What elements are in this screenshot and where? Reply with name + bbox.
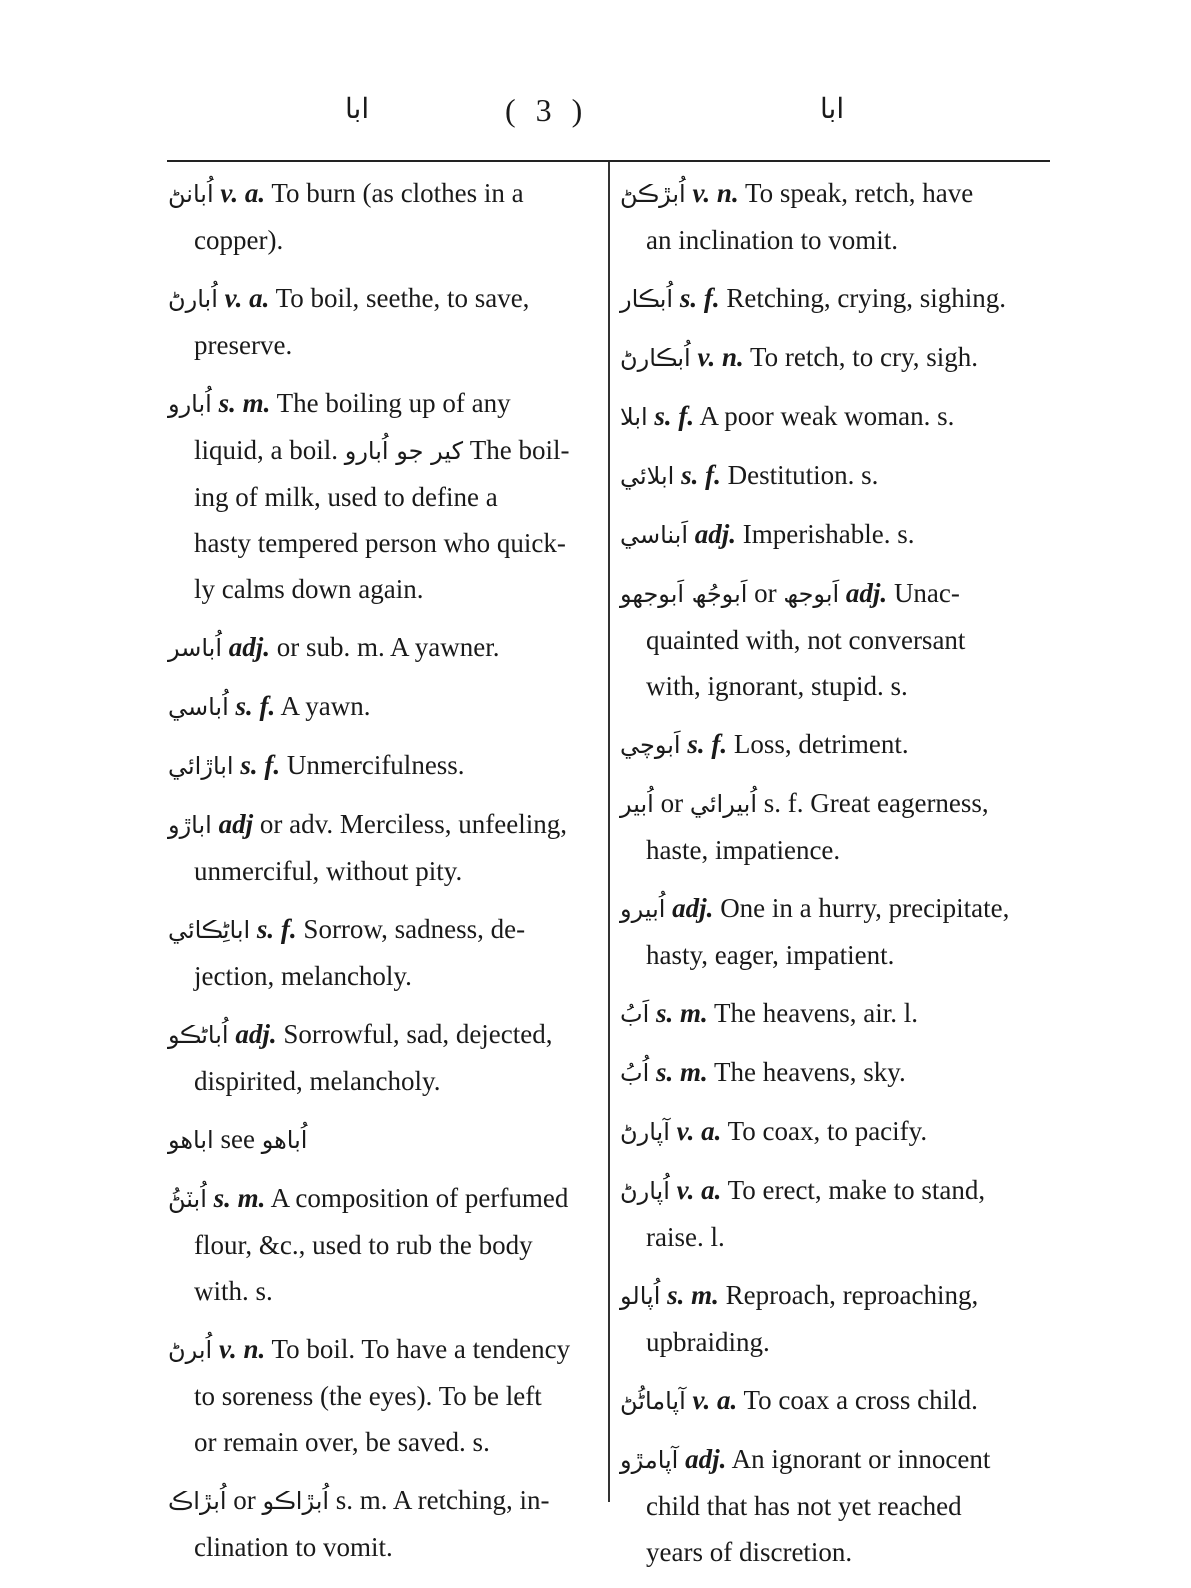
dictionary-entry [620,452,1060,499]
entry-definition: s. f. Great eagerness, [763,788,989,818]
entry-definition-cont: dispirited, melancholy. [194,1066,441,1096]
entry-pos: s. f. [687,729,728,759]
entry-headword: اُباسر [168,634,223,662]
dictionary-entry [168,1477,600,1570]
entry-headword: اُبڪار [620,285,674,313]
entry-headword: اُبارو [168,390,212,418]
dictionary-entry [620,334,1060,381]
dictionary-entry [168,275,600,368]
entry-definition: Sorrow, sadness, de- [303,914,526,944]
entry-pos: adj [218,809,254,839]
entry-headword: اُبُ [620,1059,650,1087]
page-header [165,92,1026,136]
entry-headword-variant: اُبڙاڪو [262,1487,330,1515]
entry-headword-variant: اَبوجُھ اَبوجھو [620,580,748,608]
entry-pos: v. a. [220,178,266,208]
entry-headword: اُبارڻ [168,285,218,313]
entry-definition: Unac- [893,578,960,608]
entry-definition: To speak, retch, have [744,178,974,208]
entry-headword: اُبيرو [620,895,666,923]
dictionary-entry [620,1436,1060,1575]
entry-definition-cont: unmerciful, without pity. [194,856,463,886]
entry-definition-cont: an inclination to vomit. [646,225,898,255]
entry-pos: v. n. [218,1334,266,1364]
dictionary-entry [620,1167,1060,1260]
dictionary-entry [620,511,1060,558]
entry-headword: آپامڙو [620,1446,679,1474]
entry-headword: اُباسي [168,693,229,721]
entry-pos: s. f. [654,401,695,431]
entry-text: liquid, a boil. [194,435,338,465]
page-number: ( 3 ) [505,92,589,128]
entry-definition: Retching, crying, sighing. [726,283,1007,313]
entry-headword: اُپارڻ [620,1177,670,1205]
entry-definition-cont: flour, &c., used to rub the body [194,1230,533,1260]
entry-pos: s. f. [679,283,720,313]
dictionary-entry [168,624,600,671]
dictionary-entry [168,170,600,263]
entry-cross-reference: اُباھو [261,1126,308,1154]
entry-pos: s. m. [667,1280,719,1310]
entry-or: or [660,788,684,818]
entry-definition-cont: ing of milk, used to define a [194,482,498,512]
entry-definition-cont: jection, melancholy. [194,961,412,991]
entry-pos: adj. [694,519,737,549]
entry-pos: v. n. [692,178,739,208]
entry-definition: A poor weak woman. s. [699,401,955,431]
entry-pos: s. f. [235,691,276,721]
entry-definition: The heavens, air. l. [714,998,918,1028]
entry-definition-cont [168,427,600,474]
entry-headword: اُبرڻ [168,1336,213,1364]
dictionary-entry [620,1049,1060,1096]
entry-pos: v. a. [676,1116,722,1146]
entry-definition-cont: preserve. [194,330,293,360]
dictionary-entry [168,683,600,730]
entry-definition: s. m. A retching, in- [335,1485,550,1515]
left-column [168,170,600,1582]
entry-definition: Unmercifulness. [286,750,465,780]
dictionary-entry [168,906,600,999]
dictionary-entry [620,721,1060,768]
entry-headword: اَبوجھ [783,580,840,608]
entry-definition: A yawn. [280,691,371,721]
entry-or: or [233,1485,256,1515]
entry-pos: v. a. [676,1175,722,1205]
entry-headword: اُبڙڪڻ [620,180,686,208]
entry-definition: or sub. m. A yawner. [276,632,500,662]
header-right-word: ابا [820,94,845,125]
dictionary-entry [620,1272,1060,1365]
entry-definition: To burn (as clothes in a [271,178,524,208]
entry-definition: The heavens, sky. [714,1057,906,1087]
entry-definition-cont: ly calms down again. [194,574,424,604]
dictionary-entry [168,1175,600,1314]
entry-headword: اُباڻڪو [168,1021,229,1049]
entry-headword: اباڻِڪائي [168,916,251,944]
dictionary-entry [620,780,1060,873]
entry-headword-variant: اُبيرائي [689,790,758,818]
entry-or: or [754,578,777,608]
entry-definition: To erect, make to stand, [727,1175,986,1205]
entry-pos: adj. [235,1019,277,1049]
dictionary-entry [620,170,1060,263]
entry-see: see [220,1124,255,1154]
dictionary-entry [168,801,600,894]
entry-definition: To boil. To have a tendency [271,1334,571,1364]
dictionary-entry [620,1108,1060,1155]
entry-headword: اُپالو [620,1282,661,1310]
entry-pos: s. m. [656,998,708,1028]
dictionary-entry [620,990,1060,1037]
column-divider [608,162,610,1502]
entry-definition: To boil, seethe, to save, [275,283,530,313]
entry-text: The boil- [469,435,570,465]
entry-definition: One in a hurry, precipitate, [720,893,1010,923]
entry-definition-cont: to soreness (the eyes). To be left [194,1381,542,1411]
entry-definition: To coax a cross child. [743,1385,978,1415]
entry-definition: Imperishable. s. [742,519,915,549]
entry-definition-cont: quainted with, not conversant [646,625,966,655]
entry-pos: adj. [228,632,271,662]
header-left-word: ابا [345,94,370,125]
entry-headword: اَبوچي [620,731,681,759]
entry-definition: Loss, detriment. [733,729,909,759]
entry-definition-cont: haste, impatience. [646,835,841,865]
entry-headword: اباڙائي [168,752,234,780]
entry-definition: Sorrowful, sad, dejected, [283,1019,553,1049]
entry-pos: s. f. [240,750,281,780]
entry-definition: A composition of perfumed [270,1183,569,1213]
entry-headword: اَبناسي [620,521,689,549]
entry-definition-cont: raise. l. [646,1222,725,1252]
entry-definition-cont: years of discretion. [646,1537,853,1567]
dictionary-entry [620,393,1060,440]
entry-headword: اُبير [620,790,654,818]
entry-definition: The boiling up of any [276,388,511,418]
entry-headword: آپارڻ [620,1118,670,1146]
entry-definition-cont: upbraiding. [646,1327,770,1357]
entry-headword: ابلا [620,403,648,431]
dictionary-entry [168,380,600,612]
entry-definition: To coax, to pacify. [727,1116,928,1146]
entry-headword: اباڙو [168,811,212,839]
entry-pos: s. m. [656,1057,708,1087]
entry-headword: اُبڪارڻ [620,344,691,372]
entry-pos: adj. [845,578,888,608]
entry-definition-cont: hasty, eager, impatient. [646,940,895,970]
dictionary-entry [620,1377,1060,1424]
entry-pos: v. a. [224,283,270,313]
entry-headword: اُبانڻ [168,180,214,208]
dictionary-entry [620,885,1060,978]
entry-pos: s. f. [681,460,721,490]
entry-headword: اَبُ [620,1000,650,1028]
entry-headword: اُبٽڻُ [168,1185,207,1213]
right-column [620,170,1060,1587]
entry-definition-cont: child that has not yet reached [646,1491,962,1521]
entry-pos: s. m. [213,1183,266,1213]
entry-definition: or adv. Merciless, unfeeling, [259,809,568,839]
dictionary-entry [168,1326,600,1465]
entry-headword: آپاماڻُڻ [620,1387,686,1415]
dictionary-entry [620,275,1060,322]
entry-pos: s. f. [256,914,297,944]
entry-headword: اُبڙاڪ [168,1487,227,1515]
dictionary-entry [168,742,600,789]
entry-definition-cont: hasty tempered person who quick- [194,528,566,558]
dictionary-entry [168,1011,600,1104]
entry-pos: s. m. [218,388,271,418]
entry-definition-cont: clination to vomit. [194,1532,393,1562]
entry-example-sindhi: کير جو اُبارو [344,437,463,465]
entry-pos: v. a. [692,1385,738,1415]
entry-definition-cont: copper). [194,225,284,255]
entry-headword: ابلائي [620,462,675,490]
entry-pos: v. n. [697,342,744,372]
entry-definition: Destitution. s. [727,460,879,490]
dictionary-entry [620,570,1060,709]
entry-pos: adj. [685,1444,727,1474]
entry-definition-cont: or remain over, be saved. s. [194,1427,490,1457]
dictionary-entry [168,1116,600,1163]
entry-pos: adj. [672,893,714,923]
entry-headword: اباھو [168,1126,214,1154]
entry-definition: An ignorant or innocent [731,1444,991,1474]
entry-definition-cont: with, ignorant, stupid. s. [646,671,908,701]
entry-definition: To retch, to cry, sigh. [749,342,979,372]
entry-definition-cont: with. s. [194,1276,273,1306]
entry-definition: Reproach, reproaching, [725,1280,979,1310]
